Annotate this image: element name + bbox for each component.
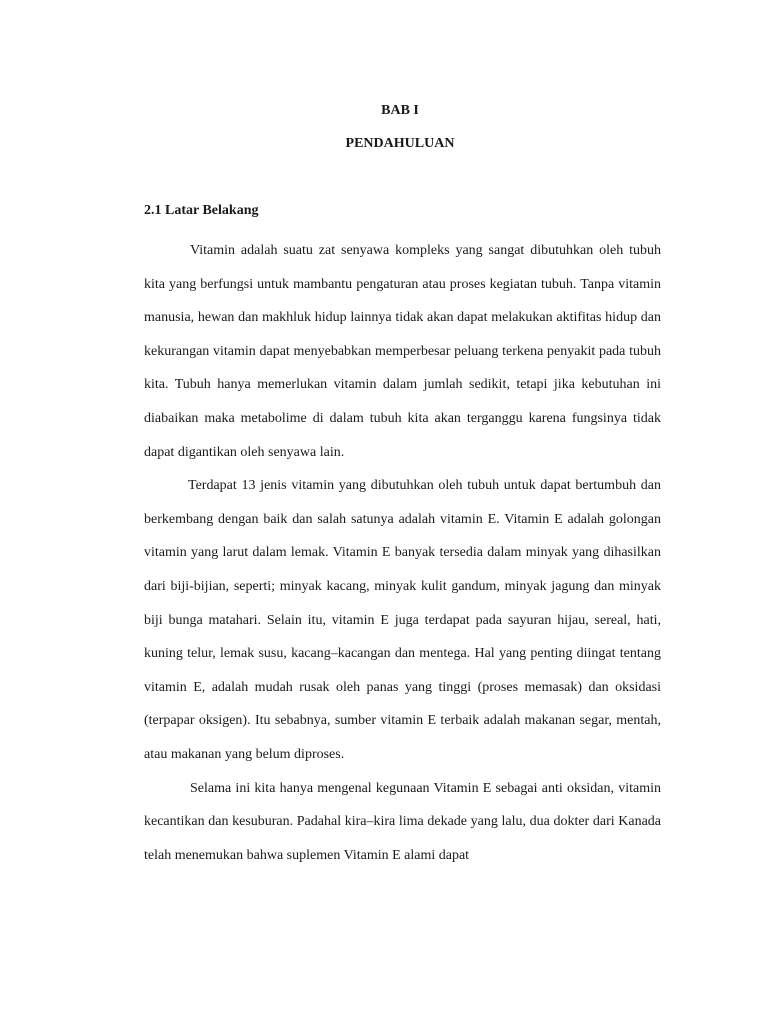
paragraph: Vitamin adalah suatu zat senyawa kompleks yang sangat dibutuhkan oleh tubuh kita yang berfungsi untuk mambantu pengaturan atau proses kegiatan tubuh. Tanpa vitamin manusia, hewan dan makhluk hidup lainnya tidak akan dapat melakukan aktifitas hidup dan kekurangan vitamin dapat menyebabkan memperbesar peluang terkena penyakit pada tubuh kita. Tubuh hanya memerlukan vitamin dalam jumlah sedikit, tetapi jika kebutuhan ini diabaikan maka metabolime di dalam tubuh kita akan terganggu karena fungsinya tidak dapat digantikan oleh senyawa lain. xyxy=(144,243,661,460)
chapter-number: BAB I xyxy=(381,103,419,118)
chapter-title: PENDAHULUAN xyxy=(345,136,455,151)
paragraph: Selama ini kita hanya mengenal kegunaan Vitamin E sebagai anti oksidan, vitamin kecantikan dan kesuburan. Padahal kira–kira lima dekade yang lalu, dua dokter dari Kanada telah menemukan bahwa suplemen Vitamin E alami dapat xyxy=(144,780,661,863)
body-text xyxy=(144,234,661,872)
section-heading: 2.1 Latar Belakang xyxy=(144,203,259,218)
paragraph: Terdapat 13 jenis vitamin yang dibutuhkan oleh tubuh untuk dapat bertumbuh dan berkembang dengan baik dan salah satunya adalah vitamin E. Vitamin E adalah golongan vitamin yang larut dalam lemak. Vitamin E banyak tersedia dalam minyak yang dihasilkan dari biji-bijian, seperti; minyak kacang, minyak kulit gandum, minyak jagung dan minyak biji bunga matahari. Selain itu, vitamin E juga terdapat pada sayuran hijau, sereal, hati, kuning telur, lemak susu, kacang–kacangan dan mentega. Hal yang penting diingat tentang vitamin E, adalah mudah rusak oleh panas yang tinggi (proses memasak) dan oksidasi (terpapar oksigen). Itu sebabnya, sumber vitamin E terbaik adalah makanan segar, mentah, atau makanan yang belum diproses. xyxy=(144,478,661,762)
